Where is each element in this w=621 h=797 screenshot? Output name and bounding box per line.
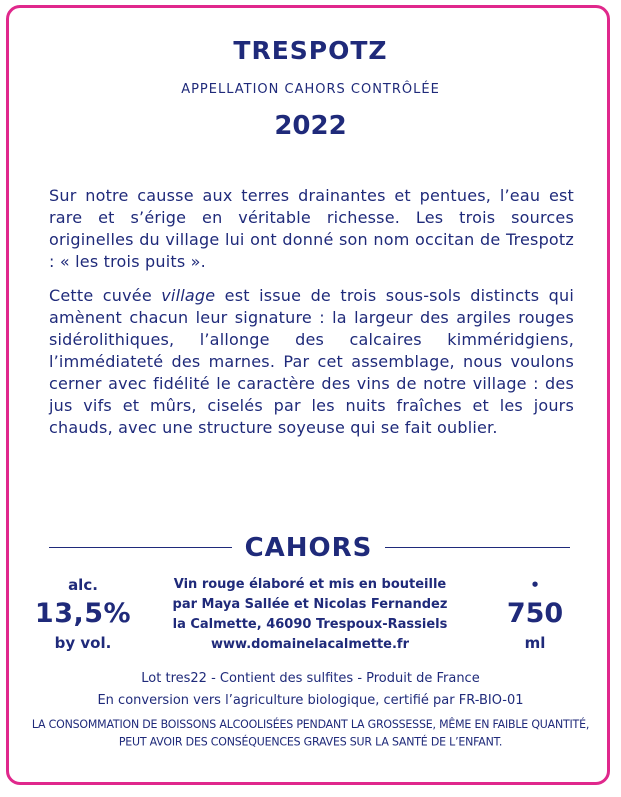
alcohol-value: 13,5% — [34, 598, 132, 629]
paragraph-2-italic: village — [161, 286, 216, 305]
paragraph-2-start: Cette cuvée — [49, 286, 162, 305]
producer-block — [140, 575, 480, 655]
volume-dot: • — [530, 576, 540, 594]
warning-line-1: LA CONSOMMATION DE BOISSONS ALCOOLISÉES PENDANT LA GROSSESSE, MÊME EN FAIBLE QUANTITÉ, — [31, 717, 590, 731]
volume-block — [490, 575, 580, 653]
region-heading: CAHORS — [244, 533, 373, 563]
appellation: APPELLATION CAHORS CONTRÔLÉE — [181, 82, 440, 97]
alcohol-suffix: by vol. — [54, 634, 112, 652]
vintage-year: 2022 — [274, 111, 347, 141]
producer-line-1: Vin rouge élaboré et mis en bouteille — [173, 577, 447, 592]
paragraph-2-end: est issue de trois sous-sols distincts qui amènent chacun leur signature : la largeur des argiles rouges sidérolithiques, l’allonge des calcaires kimméridgiens, l’immédiateté des marnes. Par cet assemblage, nous voulons cerner avec fidélité le caractère des vins de notre village : des jus vifs et mûrs, ciselés par les nuits fraîches et les jours chauds, avec une structure soyeuse qui se fait oublier. — [49, 286, 574, 437]
description-paragraph-2 — [49, 285, 574, 439]
alcohol-block — [28, 575, 138, 653]
producer-line-2: par Maya Sallée et Nicolas Fernandez — [172, 597, 448, 612]
producer-address: la Calmette, 46090 Trespoux-Rassiels — [172, 617, 448, 632]
divider-right — [385, 547, 570, 548]
wine-title: TRESPOTZ — [233, 36, 388, 65]
organic-line: En conversion vers l’agriculture biologique, certifié par FR-BIO-01 — [97, 693, 524, 708]
alcohol-prefix: alc. — [68, 576, 98, 594]
divider-left — [49, 547, 232, 548]
warning-line-2: PEUT AVOIR DES CONSÉQUENCES GRAVES SUR LA SANTÉ DE L’ENFANT. — [118, 735, 503, 749]
lot-line: Lot tres22 - Contient des sulfites - Produit de France — [141, 671, 480, 686]
volume-unit: ml — [524, 634, 546, 652]
producer-website: www.domainelacalmette.fr — [211, 637, 409, 652]
volume-value: 750 — [506, 598, 564, 629]
pregnancy-warning — [30, 715, 591, 751]
description-paragraph-1: Sur notre causse aux terres drainantes et pentues, l’eau est rare et s’érige en véritable richesse. Les trois sources originelles du village lui ont donné son nom occitan de Trespotz : « les trois puits ». — [49, 186, 574, 271]
